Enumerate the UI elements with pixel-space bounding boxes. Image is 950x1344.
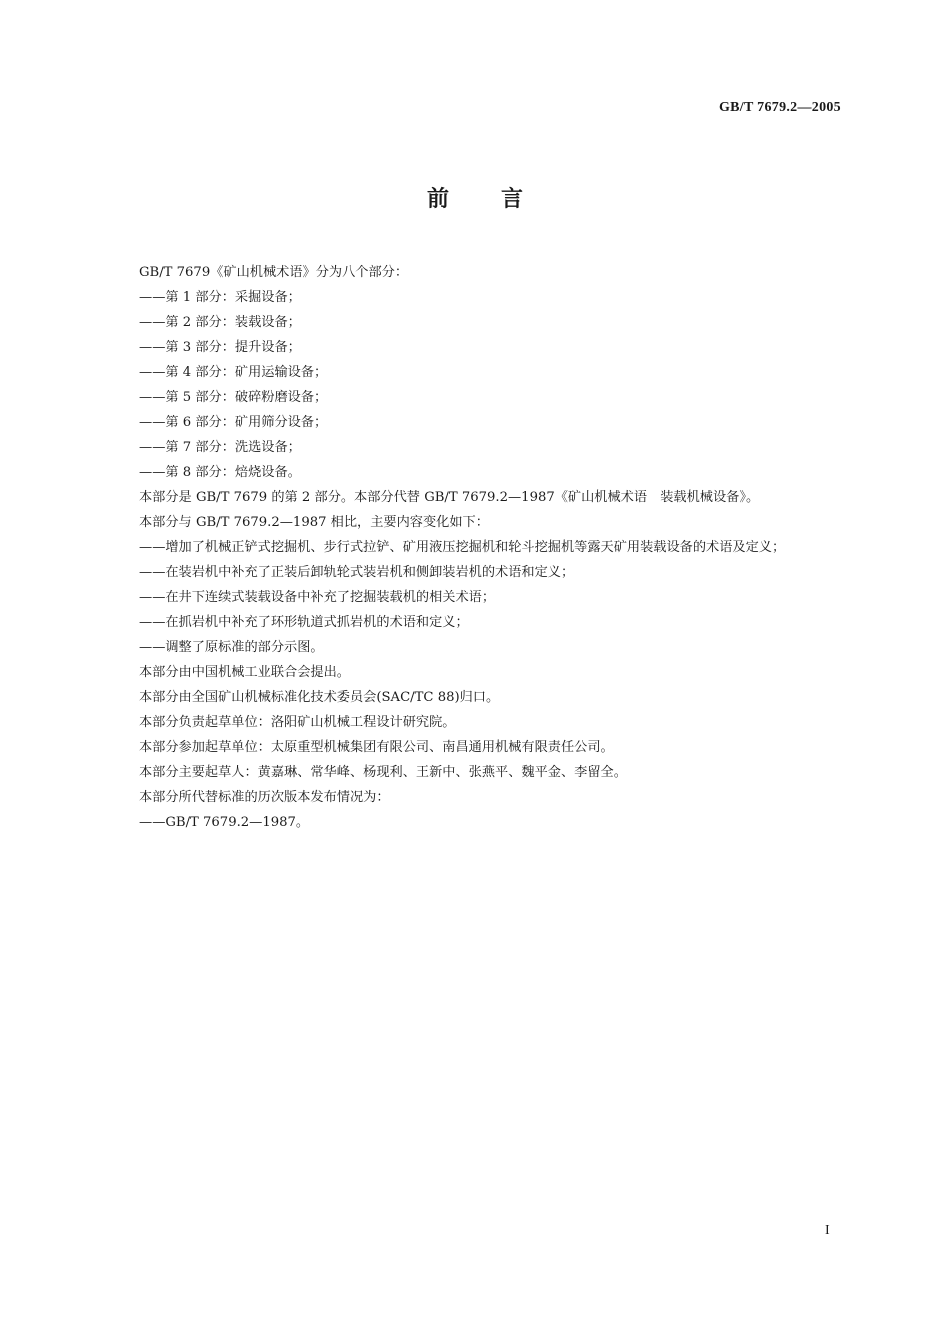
managed-by: 本部分由全国矿山机械标准化技术委员会(SAC/TC 88)归口。 [139, 690, 500, 705]
part-item: ——第 2 部分：装载设备； [139, 315, 301, 330]
change-item: ——增加了机械正铲式挖掘机、步行式拉铲、矿用液压挖掘机和轮斗挖掘机等露天矿用装载设备的术语及定义； [139, 540, 786, 555]
change-item: ——调整了原标准的部分示图。 [139, 640, 324, 655]
foreword-body [108, 260, 842, 835]
participating-units: 本部分参加起草单位：太原重型机械集团有限公司、南昌通用机械有限责任公司。 [139, 740, 614, 755]
change-item: ——在抓岩机中补充了环形轨道式抓岩机的术语和定义； [139, 615, 469, 630]
part-item: ——第 1 部分：采掘设备； [139, 290, 301, 305]
proposed-by: 本部分由中国机械工业联合会提出。 [139, 665, 350, 680]
part-item: ——第 4 部分：矿用运输设备； [139, 365, 328, 380]
changes-intro: 本部分与 GB/T 7679.2—1987 相比，主要内容变化如下： [139, 515, 489, 530]
intro-paragraph: GB/T 7679《矿山机械术语》分为八个部分： [139, 265, 409, 280]
part-item: ——第 5 部分：破碎粉磨设备； [139, 390, 328, 405]
part-item: ——第 8 部分：焙烧设备。 [139, 465, 301, 480]
document-code: GB/T 7679.2—2005 [718, 100, 841, 115]
history-item: ——GB/T 7679.2—1987。 [139, 815, 310, 830]
page-number: I [825, 1223, 830, 1238]
change-item: ——在装岩机中补充了正装后卸轨轮式装岩机和侧卸装岩机的术语和定义； [139, 565, 575, 580]
part-item: ——第 3 部分：提升设备； [139, 340, 301, 355]
drafting-unit: 本部分负责起草单位：洛阳矿山机械工程设计研究院。 [139, 715, 456, 730]
page-title: 前言 [426, 187, 575, 212]
change-item: ——在井下连续式装载设备中补充了挖掘装载机的相关术语； [139, 590, 496, 605]
replacement-paragraph: 本部分是 GB/T 7679 的第 2 部分。本部分代替 GB/T 7679.2—1987《矿山机械术语 装载机械设备》。 [139, 490, 760, 505]
part-item: ——第 7 部分：洗选设备； [139, 440, 301, 455]
main-drafters: 本部分主要起草人：黄嘉琳、常华峰、杨现利、王新中、张燕平、魏平金、李留全。 [139, 765, 627, 780]
part-item: ——第 6 部分：矿用筛分设备； [139, 415, 328, 430]
history-intro: 本部分所代替标准的历次版本发布情况为： [139, 790, 390, 805]
